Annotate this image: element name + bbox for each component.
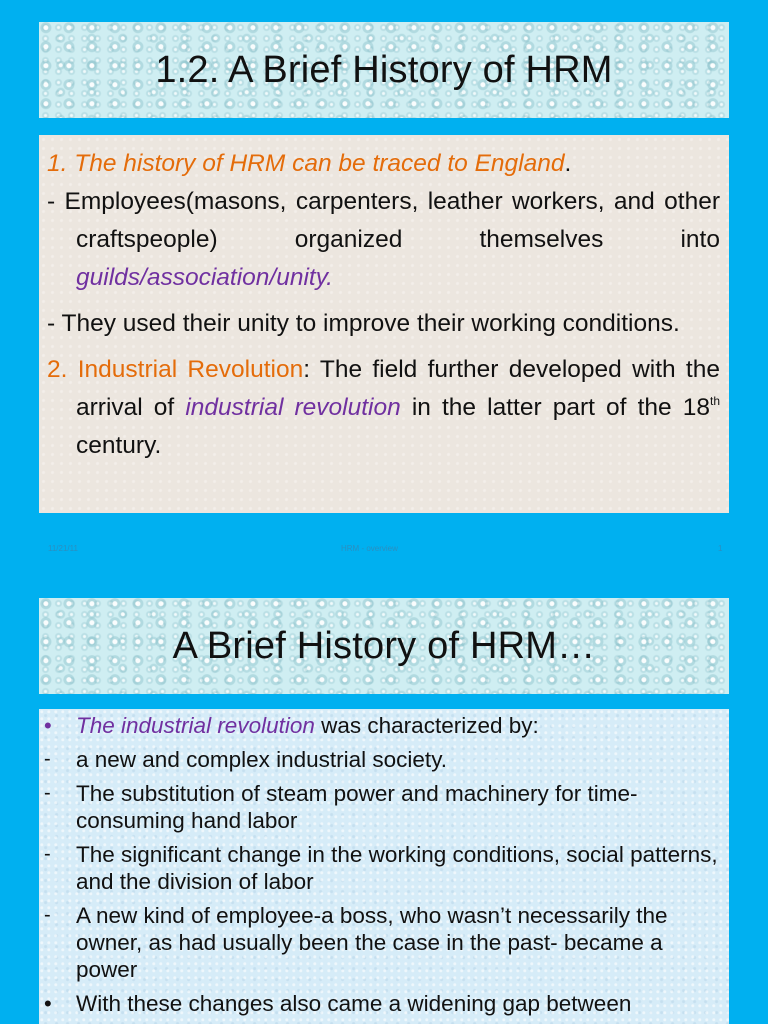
list-item (44, 902, 719, 983)
footer-page: 1 (718, 544, 723, 553)
list-item (44, 841, 719, 895)
list-item (44, 990, 719, 1017)
slide2-intro-highlight: The industrial revolution (76, 713, 315, 738)
slide-footer (0, 544, 768, 558)
slide1-point-2 (47, 183, 720, 297)
slide2-title-box (39, 598, 729, 694)
slide1-content (39, 135, 729, 513)
list-item-text: The substitution of steam power and machinery for time-consuming hand labor (76, 781, 638, 833)
slide1-title: 1.2. A Brief History of HRM (155, 48, 613, 91)
slide1-point-1 (47, 145, 720, 183)
slide1-point-4-text-a: : The field further developed with the arrival of (76, 356, 720, 421)
list-item (44, 780, 719, 834)
slide1-point-4-label: 2. Industrial Revolution (47, 356, 304, 383)
dash-icon: - (44, 843, 51, 865)
bullet-icon: • (44, 991, 52, 1016)
bullet-icon: • (44, 713, 52, 738)
slide2-intro (44, 712, 719, 739)
slide1-point-4-highlight: industrial revolution (185, 394, 401, 421)
slide2-intro-text: was characterized by: (314, 713, 539, 738)
list-item-text: The significant change in the working conditions, social patterns, and the division of labor (76, 842, 718, 894)
list-item (44, 746, 719, 773)
list-item-text: With these changes also came a widening gap between (76, 991, 632, 1016)
footer-center: HRM - overview (341, 544, 398, 553)
footer-date: 11/21/11 (48, 544, 78, 553)
dash-icon: - (44, 748, 51, 770)
slide1-point-2-text: - Employees(masons, carpenters, leather workers, and other craftspeople) organized themselves into (47, 188, 720, 253)
slide1-point-4-text-c: century. (76, 432, 162, 459)
slide1-point-4-sup: th (709, 394, 720, 408)
slide1-point-1-end: . (564, 150, 572, 177)
dash-icon: - (44, 904, 51, 926)
slide1-title-box (39, 22, 729, 118)
slide1-point-3: - They used their unity to improve their working conditions. (47, 310, 680, 337)
slide1-point-1-text: 1. The history of HRM can be traced to England (47, 150, 565, 177)
slide1-point-2-highlight: guilds/association/unity. (76, 264, 333, 291)
list-item-text: a new and complex industrial society. (76, 747, 448, 772)
dash-icon: - (44, 782, 51, 804)
list-item-text: A new kind of employee-a boss, who wasn’t necessarily the owner, as had usually been the case in the past- became a power (76, 903, 668, 982)
slide2-title: A Brief History of HRM… (172, 624, 596, 667)
slide1-point-4 (47, 351, 720, 465)
slide2-content (39, 709, 729, 1024)
slide1-point-4-text-b: in the latter part of the 18 (400, 394, 710, 421)
